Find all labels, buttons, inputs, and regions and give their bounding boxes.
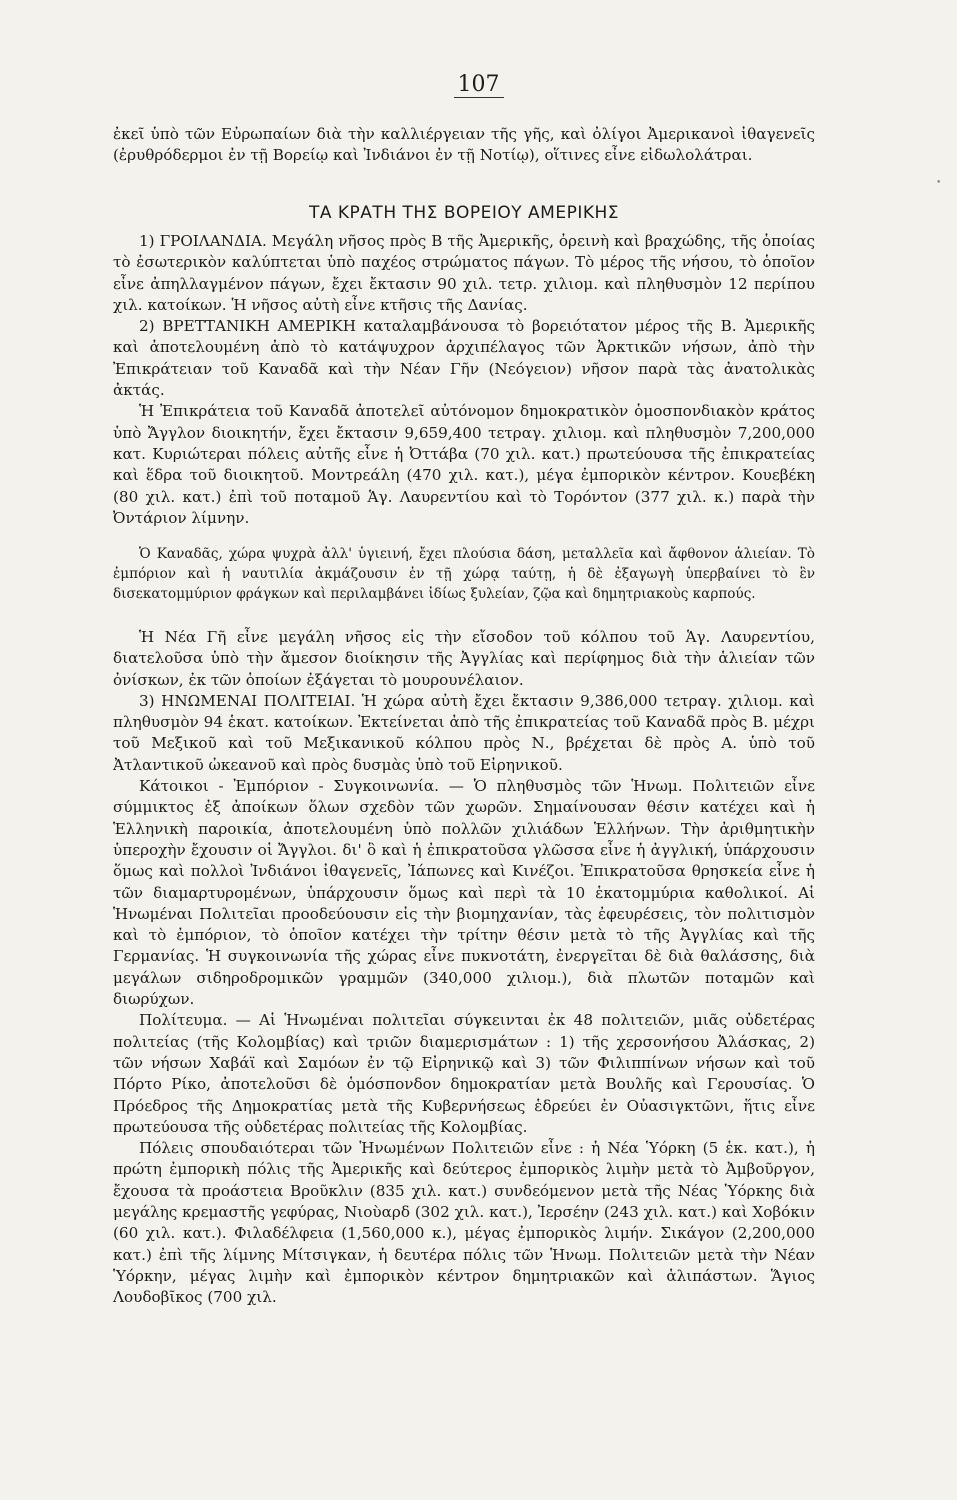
paragraph-newfoundland: Ἡ Νέα Γῆ εἶνε μεγάλη νῆσος εἰς τὴν εἴσοδον τοῦ κόλπου τοῦ Ἁγ. Λαυρεντίου, διατελοῦσα ὑπὸ τὴν ἄμεσον διοίκησιν τῆς Ἀγγλίας καὶ περίφημος διὰ τὴν ἁλιείαν τῶν ὀνίσκων, ἐκ τῶν ὁποίων ἐξάγεται τὸ μουρουνέλαιον.: [113, 628, 815, 689]
usa-section-text: [113, 627, 815, 1309]
paragraph-usa: 3) ΗΝΩΜΕΝΑΙ ΠΟΛΙΤΕΙΑΙ. Ἡ χώρα αὐτὴ ἔχει ἔκτασιν 9,386,000 τετραγ. χιλιομ. καὶ πληθυσμὸν 94 ἑκατ. κατοίκων. Ἐκτείνεται ἀπὸ τῆς ἐπικρατείας τοῦ Καναδᾶ πρὸς Β. μέχρι τοῦ Μεξικοῦ καὶ τοῦ Μεξικανικοῦ κόλπου πρὸς Ν., βρέχεται δὲ πρὸς Α. ὑπὸ τοῦ Ἀτλαντικοῦ ὠκεανοῦ καὶ πρὸς δυσμὰς ὑπὸ τοῦ Εἰρηνικοῦ.: [113, 691, 815, 774]
paragraph-canada: Ἡ Ἐπικράτεια τοῦ Καναδᾶ ἀποτελεῖ αὐτόνομον δημοκρατικὸν ὁμοσπονδιακὸν κράτος ὑπὸ Ἄγγλον διοικητήν, ἔχει ἔκτασιν 9,659,400 τετραγ. χιλιομ. καὶ πληθυσμὸν 7,200,000 κατ. Κυριώτεραι πόλεις αὐτῆς εἶνε ἡ Ὀττάβα (70 χιλ. κατ.) πρωτεύουσα τῆς ἐπικρατείας καὶ ἕδρα τοῦ διοικητοῦ. Μοντρεάλη (470 χιλ. κατ.), μέγα ἐμπορικὸν κέντρον. Κουεβέκη (80 χιλ. κατ.) ἐπὶ τοῦ ποταμοῦ Ἁγ. Λαυρεντίου καὶ τὸ Τορόντον (377 χιλ. κ.) παρὰ τὴν Ὀντάριον λίμνην.: [113, 402, 815, 527]
margin-mark: •: [936, 178, 942, 188]
paragraph-british-america: 2) ΒΡΕΤΤΑΝΙΚΗ ΑΜΕΡΙΚΗ καταλαμβάνουσα τὸ βορειότατον μέρος τῆς Β. Ἀμερικῆς καὶ ἀποτελουμένη ἀπὸ τὸ κατάψυχρον ἀρχιπέλαγος τῶν Ἀρκτικῶν νήσων, ἀπὸ τὴν Ἐπικράτειαν τοῦ Καναδᾶ καὶ τὴν Νέαν Γῆν (Νεόγειον) νῆσον παρὰ τὰς ἀνατολικὰς ἀκτάς.: [113, 317, 815, 400]
intro-text: ἐκεῖ ὑπὸ τῶν Εὐρωπαίων διὰ τὴν καλλιέργειαν τῆς γῆς, καὶ ὀλίγοι Ἀμερικανοὶ ἰθαγενεῖς (ἐρυθρόδερμοι ἐν τῇ Βορείῳ καὶ Ἰνδιάνοι ἐν τῇ Νοτίῳ), οἵτινες εἶνε εἰδωλολάτραι.: [113, 125, 815, 165]
paragraph-greenland: 1) ΓΡΟΙΛΑΝΔΙΑ. Μεγάλη νῆσος πρὸς Β τῆς Ἀμερικῆς, ὀρεινὴ καὶ βραχώδης, τῆς ὁποίας τὸ ἐσωτερικὸν καλύπτεται ὑπὸ παχέος στρώματος πάγων. Τὸ μέρος τῆς νήσου, τὸ ὁποῖον εἶνε ἀπηλλαγμένον πάγων, ἔχει ἔκτασιν 90 χιλ. τετρ. χιλιομ. καὶ πληθυσμὸν 12 περίπου χιλ. κατοίκων. Ἡ νῆσος αὐτὴ εἶνε κτῆσις τῆς Δανίας.: [113, 232, 815, 314]
note-canada: Ὁ Καναδᾶς, χώρα ψυχρὰ ἀλλ' ὑγιεινή, ἔχει πλούσια δάση, μεταλλεῖα καὶ ἄφθονον ἁλιείαν. Τὸ ἐμπόριον καὶ ἡ ναυτιλία ἀκμάζουσιν ἐν τῇ χώρᾳ ταύτῃ, ἡ δὲ ἐξαγωγὴ ὑπερβαίνει τὸ ἓν δισεκατομμύριον φράγκων καὶ περιλαμβάνει ἰδίως ξυλείαν, ζῷα καὶ δημητριακοὺς καρπούς.: [113, 546, 815, 602]
canada-note: [113, 545, 815, 604]
paragraph-cities: Πόλεις σπουδαιότεραι τῶν Ἡνωμένων Πολιτειῶν εἶνε : ἡ Νέα Ὑόρκη (5 ἑκ. κατ.), ἡ πρώτη ἐμπορικὴ πόλις τῆς Ἀμερικῆς καὶ δεύτερος ἐμπορικὸς λιμὴν μετὰ τὸ Ἀμβοῦργον, ἔχουσα τὰ προάστεια Βροῦκλιν (835 χιλ. κατ.) συνδεόμενον μετὰ τῆς Νέας Ὑόρκης διὰ μεγάλης κρεμαστῆς γεφύρας, Νιοὺαρδ (302 χιλ. κατ.), Ἰερσέην (243 χιλ. κατ.) καὶ Χοβόκιν (60 χιλ. κατ.). Φιλαδέλφεια (1,560,000 κ.), μέγας ἐμπορικὸς λιμήν. Σικάγον (2,200,000 κατ.) ἐπὶ τῆς λίμνης Μίτσιγκαν, ἡ δευτέρα πόλις τῶν Ἡνωμ. Πολιτειῶν μετὰ τὴν Νέαν Ὑόρκην, μέγας λιμὴν καὶ ἐμπορικὸν κέντρον δημητριακῶν καὶ ἁλιπάστων. Ἅγιος Λουδοβῖκος (700 χιλ.: [113, 1139, 815, 1307]
paragraph-government: Πολίτευμα. — Αἱ Ἡνωμέναι πολιτεῖαι σύγκεινται ἐκ 48 πολιτειῶν, μιᾶς οὐδετέρας πολιτείας (τῆς Κολομβίας) καὶ τριῶν διαμερισμάτων : 1) τῆς χερσονήσου Ἀλάσκας, 2) τῶν νήσων Χαβάϊ καὶ Σαμόων ἐν τῷ Εἰρηνικῷ καὶ 3) τῶν Φιλιππίνων νήσων καὶ τοῦ Πόρτο Ρίκο, ἀποτελοῦσι δὲ ὁμόσπονδον δημοκρατίαν μετὰ Βουλῆς καὶ Γερουσίας. Ὁ Πρόεδρος τῆς Δημοκρατίας μετὰ τῆς Κυβερνήσεως ἑδρεύει ἐν Οὐασιγκτῶνι, ἥτις εἶνε πρωτεύουσα τῆς οὐδετέρας πολιτείας τῆς Κολομβίας.: [113, 1011, 815, 1136]
page-number: 107: [0, 72, 957, 97]
paragraph-inhabitants: Κάτοικοι - Ἐμπόριον - Συγκοινωνία. — Ὁ πληθυσμὸς τῶν Ἡνωμ. Πολιτειῶν εἶνε σύμμικτος ἐξ ἀποίκων ὅλων σχεδὸν τῶν χωρῶν. Σημαίνουσαν θέσιν κατέχει καὶ ἡ Ἑλληνικὴ παροικία, ἀποτελουμένη ὑπὸ πολλῶν χιλιάδων Ἑλλήνων. Τὴν ἀριθμητικὴν ὑπεροχὴν ἔχουσιν οἱ Ἄγγλοι. δι' ὃ καὶ ἡ ἐπικρατοῦσα γλῶσσα εἶνε ἡ ἀγγλική, ὑπάρχουσιν ὅμως καὶ πολλοὶ Ἰνδιάνοι ἰθαγενεῖς, Ἰάπωνες καὶ Κινέζοι. Ἐπικρατοῦσα θρησκεία εἶνε ἡ τῶν διαμαρτυρομένων, ὑπάρχουσιν ὅμως καὶ περὶ τὰ 10 ἑκατομμύρια καθολικοί. Αἱ Ἡνωμέναι Πολιτεῖαι προοδεύουσιν εἰς τὴν βιομηχανίαν, τὰς ἐφευρέσεις, τὸν πολιτισμὸν καὶ τὸ ἐμπόριον, τὸ ὁποῖον κατέχει τὴν τρίτην θέσιν μετὰ τὸ τῆς Ἀγγλίας καὶ τῆς Γερμανίας. Ἡ συγκοινωνία τῆς χώρας εἶνε πυκνοτάτη, ἐνεργεῖται δὲ διὰ θαλάσσης, διὰ μεγάλων σιδηροδρομικῶν γραμμῶν (340,000 χιλιομ.), διὰ πλωτῶν ποταμῶν καὶ διωρύχων.: [113, 777, 815, 1009]
section-title: ΤΑ ΚΡΑΤΗ ΤΗΣ ΒΟΡΕΙΟΥ ΑΜΕΡΙΚΗΣ: [308, 203, 620, 223]
intro-paragraph: [113, 124, 815, 167]
north-america-states-text: [113, 231, 815, 529]
